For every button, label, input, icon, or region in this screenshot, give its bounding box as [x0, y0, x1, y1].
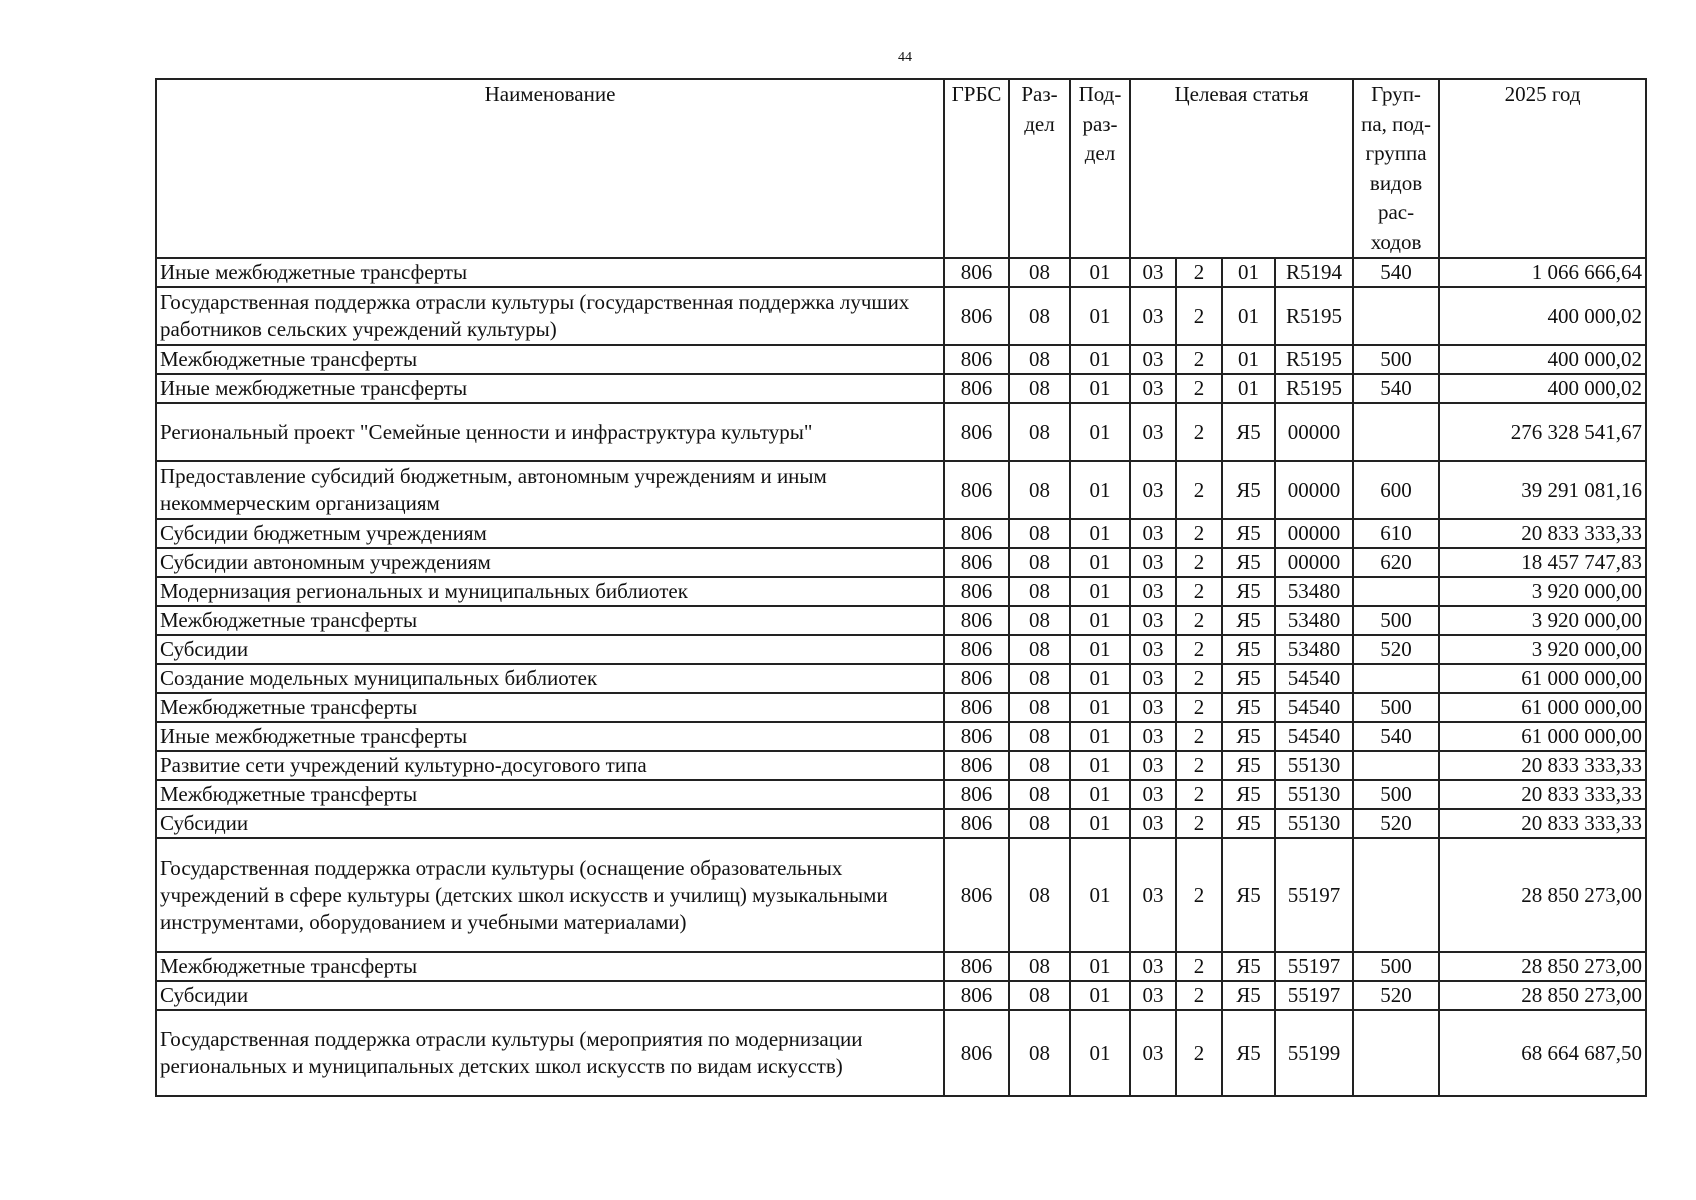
table-row: [156, 258, 1646, 287]
cell-podrazdel: 01: [1070, 548, 1130, 577]
cell-target-project: Я5: [1222, 780, 1275, 809]
cell-target-project: Я5: [1222, 838, 1275, 952]
cell-grbs: 806: [944, 809, 1009, 838]
cell-target-type: 2: [1176, 981, 1222, 1010]
cell-target-type: 2: [1176, 403, 1222, 461]
cell-podrazdel: 01: [1070, 1010, 1130, 1096]
table-row: [156, 461, 1646, 519]
cell-sum-2025: 68 664 687,50: [1439, 1010, 1646, 1096]
cell-grbs: 806: [944, 635, 1009, 664]
cell-grbs: 806: [944, 606, 1009, 635]
budget-table: [155, 78, 1647, 1097]
cell-podrazdel: 01: [1070, 577, 1130, 606]
cell-sum-2025: 3 920 000,00: [1439, 635, 1646, 664]
cell-target-type: 2: [1176, 374, 1222, 403]
cell-sum-2025: 61 000 000,00: [1439, 722, 1646, 751]
cell-target-project: Я5: [1222, 693, 1275, 722]
cell-target-project: Я5: [1222, 722, 1275, 751]
cell-target-project: 01: [1222, 258, 1275, 287]
cell-target-type: 2: [1176, 780, 1222, 809]
cell-razdel: 08: [1009, 461, 1070, 519]
cell-name: Межбюджетные трансферты: [156, 780, 944, 809]
cell-sum-2025: 400 000,02: [1439, 287, 1646, 345]
cell-grbs: 806: [944, 952, 1009, 981]
table-row: [156, 1010, 1646, 1096]
cell-expense-group: [1353, 403, 1439, 461]
header-grbs: ГРБС: [944, 79, 1009, 258]
cell-sum-2025: 61 000 000,00: [1439, 664, 1646, 693]
table-row: [156, 606, 1646, 635]
cell-target-project: Я5: [1222, 751, 1275, 780]
cell-razdel: 08: [1009, 664, 1070, 693]
cell-razdel: 08: [1009, 577, 1070, 606]
cell-sum-2025: 61 000 000,00: [1439, 693, 1646, 722]
table-row: [156, 519, 1646, 548]
cell-target-direction: 55130: [1275, 751, 1353, 780]
cell-name: Субсидии: [156, 981, 944, 1010]
cell-target-type: 2: [1176, 606, 1222, 635]
cell-podrazdel: 01: [1070, 981, 1130, 1010]
cell-target-project: Я5: [1222, 606, 1275, 635]
cell-podrazdel: 01: [1070, 403, 1130, 461]
cell-grbs: 806: [944, 287, 1009, 345]
cell-razdel: 08: [1009, 635, 1070, 664]
cell-grbs: 806: [944, 374, 1009, 403]
cell-razdel: 08: [1009, 287, 1070, 345]
cell-sum-2025: 28 850 273,00: [1439, 838, 1646, 952]
table-row: [156, 577, 1646, 606]
table-row: [156, 952, 1646, 981]
cell-expense-group: 610: [1353, 519, 1439, 548]
cell-name: Региональный проект "Семейные ценности и инфраструктура культуры": [156, 403, 944, 461]
cell-podrazdel: 01: [1070, 635, 1130, 664]
cell-expense-group: 620: [1353, 548, 1439, 577]
cell-name: Государственная поддержка отрасли культуры (государственная поддержка лучших работников сельских учреждений культуры): [156, 287, 944, 345]
cell-razdel: 08: [1009, 403, 1070, 461]
cell-target-program: 03: [1130, 722, 1176, 751]
cell-name: Межбюджетные трансферты: [156, 693, 944, 722]
table-row: [156, 780, 1646, 809]
cell-target-direction: 53480: [1275, 577, 1353, 606]
cell-target-direction: 55197: [1275, 981, 1353, 1010]
cell-razdel: 08: [1009, 981, 1070, 1010]
cell-target-type: 2: [1176, 258, 1222, 287]
cell-podrazdel: 01: [1070, 809, 1130, 838]
cell-sum-2025: 18 457 747,83: [1439, 548, 1646, 577]
cell-name: Субсидии автономным учреждениям: [156, 548, 944, 577]
cell-target-program: 03: [1130, 374, 1176, 403]
cell-target-type: 2: [1176, 952, 1222, 981]
cell-target-program: 03: [1130, 780, 1176, 809]
cell-expense-group: [1353, 287, 1439, 345]
table-row: [156, 722, 1646, 751]
cell-expense-group: 540: [1353, 258, 1439, 287]
cell-target-program: 03: [1130, 693, 1176, 722]
cell-expense-group: 540: [1353, 722, 1439, 751]
cell-expense-group: [1353, 577, 1439, 606]
cell-name: Иные межбюджетные трансферты: [156, 722, 944, 751]
cell-razdel: 08: [1009, 606, 1070, 635]
cell-sum-2025: 400 000,02: [1439, 345, 1646, 374]
cell-grbs: 806: [944, 693, 1009, 722]
cell-podrazdel: 01: [1070, 606, 1130, 635]
cell-name: Создание модельных муниципальных библиотек: [156, 664, 944, 693]
cell-grbs: 806: [944, 751, 1009, 780]
cell-target-project: Я5: [1222, 461, 1275, 519]
cell-grbs: 806: [944, 461, 1009, 519]
cell-target-direction: R5195: [1275, 287, 1353, 345]
cell-expense-group: 540: [1353, 374, 1439, 403]
cell-target-project: Я5: [1222, 403, 1275, 461]
cell-expense-group: [1353, 751, 1439, 780]
cell-razdel: 08: [1009, 838, 1070, 952]
cell-target-direction: 55130: [1275, 780, 1353, 809]
header-target: Целевая статья: [1130, 79, 1353, 258]
cell-name: Модернизация региональных и муниципальных библиотек: [156, 577, 944, 606]
cell-grbs: 806: [944, 548, 1009, 577]
cell-razdel: 08: [1009, 722, 1070, 751]
cell-target-direction: 55130: [1275, 809, 1353, 838]
cell-target-direction: 54540: [1275, 664, 1353, 693]
cell-target-program: 03: [1130, 403, 1176, 461]
cell-target-project: 01: [1222, 287, 1275, 345]
cell-razdel: 08: [1009, 952, 1070, 981]
cell-target-program: 03: [1130, 751, 1176, 780]
cell-expense-group: 500: [1353, 693, 1439, 722]
cell-target-type: 2: [1176, 838, 1222, 952]
cell-target-program: 03: [1130, 258, 1176, 287]
cell-target-type: 2: [1176, 461, 1222, 519]
table-row: [156, 664, 1646, 693]
table-row: [156, 287, 1646, 345]
cell-target-program: 03: [1130, 287, 1176, 345]
cell-expense-group: 500: [1353, 780, 1439, 809]
cell-expense-group: 520: [1353, 809, 1439, 838]
cell-podrazdel: 01: [1070, 287, 1130, 345]
cell-razdel: 08: [1009, 345, 1070, 374]
cell-podrazdel: 01: [1070, 461, 1130, 519]
cell-podrazdel: 01: [1070, 345, 1130, 374]
cell-podrazdel: 01: [1070, 258, 1130, 287]
cell-razdel: 08: [1009, 548, 1070, 577]
cell-expense-group: [1353, 664, 1439, 693]
cell-target-project: Я5: [1222, 1010, 1275, 1096]
cell-podrazdel: 01: [1070, 780, 1130, 809]
cell-sum-2025: 20 833 333,33: [1439, 751, 1646, 780]
table-row: [156, 635, 1646, 664]
cell-target-direction: 55197: [1275, 838, 1353, 952]
page-number: 44: [898, 50, 912, 65]
cell-grbs: 806: [944, 258, 1009, 287]
cell-name: Государственная поддержка отрасли культуры (мероприятия по модернизации региональных и муниципальных детских школ искусств по видам искусств): [156, 1010, 944, 1096]
cell-target-direction: 00000: [1275, 403, 1353, 461]
cell-grbs: 806: [944, 722, 1009, 751]
cell-grbs: 806: [944, 403, 1009, 461]
cell-target-direction: 55199: [1275, 1010, 1353, 1096]
table-row: [156, 345, 1646, 374]
cell-sum-2025: 276 328 541,67: [1439, 403, 1646, 461]
cell-target-direction: R5195: [1275, 374, 1353, 403]
cell-target-direction: 53480: [1275, 606, 1353, 635]
cell-target-program: 03: [1130, 577, 1176, 606]
cell-sum-2025: 3 920 000,00: [1439, 606, 1646, 635]
cell-expense-group: 500: [1353, 606, 1439, 635]
cell-grbs: 806: [944, 345, 1009, 374]
cell-sum-2025: 28 850 273,00: [1439, 952, 1646, 981]
cell-grbs: 806: [944, 981, 1009, 1010]
table-row: [156, 809, 1646, 838]
cell-target-program: 03: [1130, 635, 1176, 664]
table-row: [156, 374, 1646, 403]
cell-expense-group: 520: [1353, 635, 1439, 664]
cell-sum-2025: 39 291 081,16: [1439, 461, 1646, 519]
cell-target-type: 2: [1176, 577, 1222, 606]
table-row: [156, 981, 1646, 1010]
cell-target-project: Я5: [1222, 635, 1275, 664]
cell-podrazdel: 01: [1070, 519, 1130, 548]
cell-grbs: 806: [944, 519, 1009, 548]
cell-target-type: 2: [1176, 693, 1222, 722]
cell-target-project: Я5: [1222, 577, 1275, 606]
cell-target-type: 2: [1176, 345, 1222, 374]
cell-razdel: 08: [1009, 751, 1070, 780]
cell-name: Предоставление субсидий бюджетным, автономным учреждениям и иным некоммерческим организациям: [156, 461, 944, 519]
header-vr: Груп- па, под- группа видов рас- ходов: [1353, 79, 1439, 258]
cell-grbs: 806: [944, 1010, 1009, 1096]
cell-target-type: 2: [1176, 722, 1222, 751]
cell-name: Иные межбюджетные трансферты: [156, 374, 944, 403]
cell-target-program: 03: [1130, 809, 1176, 838]
cell-target-project: Я5: [1222, 548, 1275, 577]
cell-expense-group: [1353, 838, 1439, 952]
cell-podrazdel: 01: [1070, 838, 1130, 952]
cell-target-direction: R5195: [1275, 345, 1353, 374]
cell-target-program: 03: [1130, 1010, 1176, 1096]
cell-target-direction: 00000: [1275, 548, 1353, 577]
cell-razdel: 08: [1009, 258, 1070, 287]
cell-name: Межбюджетные трансферты: [156, 606, 944, 635]
cell-podrazdel: 01: [1070, 722, 1130, 751]
table-row: [156, 693, 1646, 722]
cell-sum-2025: 20 833 333,33: [1439, 780, 1646, 809]
cell-name: Субсидии: [156, 809, 944, 838]
cell-target-project: 01: [1222, 345, 1275, 374]
cell-name: Межбюджетные трансферты: [156, 345, 944, 374]
cell-target-direction: 00000: [1275, 461, 1353, 519]
header-year: 2025 год: [1439, 79, 1646, 258]
cell-expense-group: 520: [1353, 981, 1439, 1010]
cell-podrazdel: 01: [1070, 374, 1130, 403]
cell-sum-2025: 28 850 273,00: [1439, 981, 1646, 1010]
table-row: [156, 838, 1646, 952]
cell-target-type: 2: [1176, 548, 1222, 577]
cell-target-direction: R5194: [1275, 258, 1353, 287]
cell-target-type: 2: [1176, 287, 1222, 345]
cell-target-program: 03: [1130, 981, 1176, 1010]
cell-podrazdel: 01: [1070, 952, 1130, 981]
cell-target-project: Я5: [1222, 519, 1275, 548]
cell-razdel: 08: [1009, 809, 1070, 838]
cell-target-program: 03: [1130, 952, 1176, 981]
cell-target-direction: 00000: [1275, 519, 1353, 548]
cell-grbs: 806: [944, 780, 1009, 809]
cell-target-project: 01: [1222, 374, 1275, 403]
table-row: [156, 751, 1646, 780]
cell-target-type: 2: [1176, 635, 1222, 664]
cell-name: Межбюджетные трансферты: [156, 952, 944, 981]
cell-target-direction: 54540: [1275, 693, 1353, 722]
cell-razdel: 08: [1009, 519, 1070, 548]
cell-podrazdel: 01: [1070, 751, 1130, 780]
cell-razdel: 08: [1009, 1010, 1070, 1096]
cell-target-project: Я5: [1222, 981, 1275, 1010]
cell-target-program: 03: [1130, 345, 1176, 374]
cell-grbs: 806: [944, 664, 1009, 693]
cell-name: Государственная поддержка отрасли культуры (оснащение образовательных учреждений в сфере культуры (детских школ искусств и училищ) музыкальными инструментами, оборудованием и учебными материалами): [156, 838, 944, 952]
header-podrazdel: Под- раз- дел: [1070, 79, 1130, 258]
cell-target-direction: 55197: [1275, 952, 1353, 981]
cell-podrazdel: 01: [1070, 664, 1130, 693]
cell-name: Иные межбюджетные трансферты: [156, 258, 944, 287]
cell-sum-2025: 3 920 000,00: [1439, 577, 1646, 606]
cell-name: Субсидии: [156, 635, 944, 664]
table-header-row: [156, 79, 1646, 258]
cell-target-project: Я5: [1222, 809, 1275, 838]
cell-target-program: 03: [1130, 606, 1176, 635]
cell-expense-group: 500: [1353, 345, 1439, 374]
cell-expense-group: 600: [1353, 461, 1439, 519]
cell-podrazdel: 01: [1070, 693, 1130, 722]
cell-target-direction: 53480: [1275, 635, 1353, 664]
cell-sum-2025: 20 833 333,33: [1439, 809, 1646, 838]
cell-razdel: 08: [1009, 374, 1070, 403]
cell-target-project: Я5: [1222, 664, 1275, 693]
table-row: [156, 548, 1646, 577]
header-razdel: Раз- дел: [1009, 79, 1070, 258]
cell-grbs: 806: [944, 838, 1009, 952]
cell-target-type: 2: [1176, 751, 1222, 780]
cell-sum-2025: 20 833 333,33: [1439, 519, 1646, 548]
header-name: Наименование: [156, 79, 944, 258]
cell-target-direction: 54540: [1275, 722, 1353, 751]
cell-expense-group: [1353, 1010, 1439, 1096]
cell-target-type: 2: [1176, 519, 1222, 548]
cell-target-type: 2: [1176, 664, 1222, 693]
cell-target-type: 2: [1176, 809, 1222, 838]
cell-razdel: 08: [1009, 693, 1070, 722]
cell-sum-2025: 400 000,02: [1439, 374, 1646, 403]
cell-target-program: 03: [1130, 461, 1176, 519]
cell-sum-2025: 1 066 666,64: [1439, 258, 1646, 287]
cell-target-program: 03: [1130, 664, 1176, 693]
cell-name: Развитие сети учреждений культурно-досугового типа: [156, 751, 944, 780]
cell-target-program: 03: [1130, 519, 1176, 548]
cell-name: Субсидии бюджетным учреждениям: [156, 519, 944, 548]
cell-target-program: 03: [1130, 838, 1176, 952]
cell-razdel: 08: [1009, 780, 1070, 809]
cell-target-type: 2: [1176, 1010, 1222, 1096]
cell-target-program: 03: [1130, 548, 1176, 577]
cell-expense-group: 500: [1353, 952, 1439, 981]
cell-grbs: 806: [944, 577, 1009, 606]
table-row: [156, 403, 1646, 461]
cell-target-project: Я5: [1222, 952, 1275, 981]
